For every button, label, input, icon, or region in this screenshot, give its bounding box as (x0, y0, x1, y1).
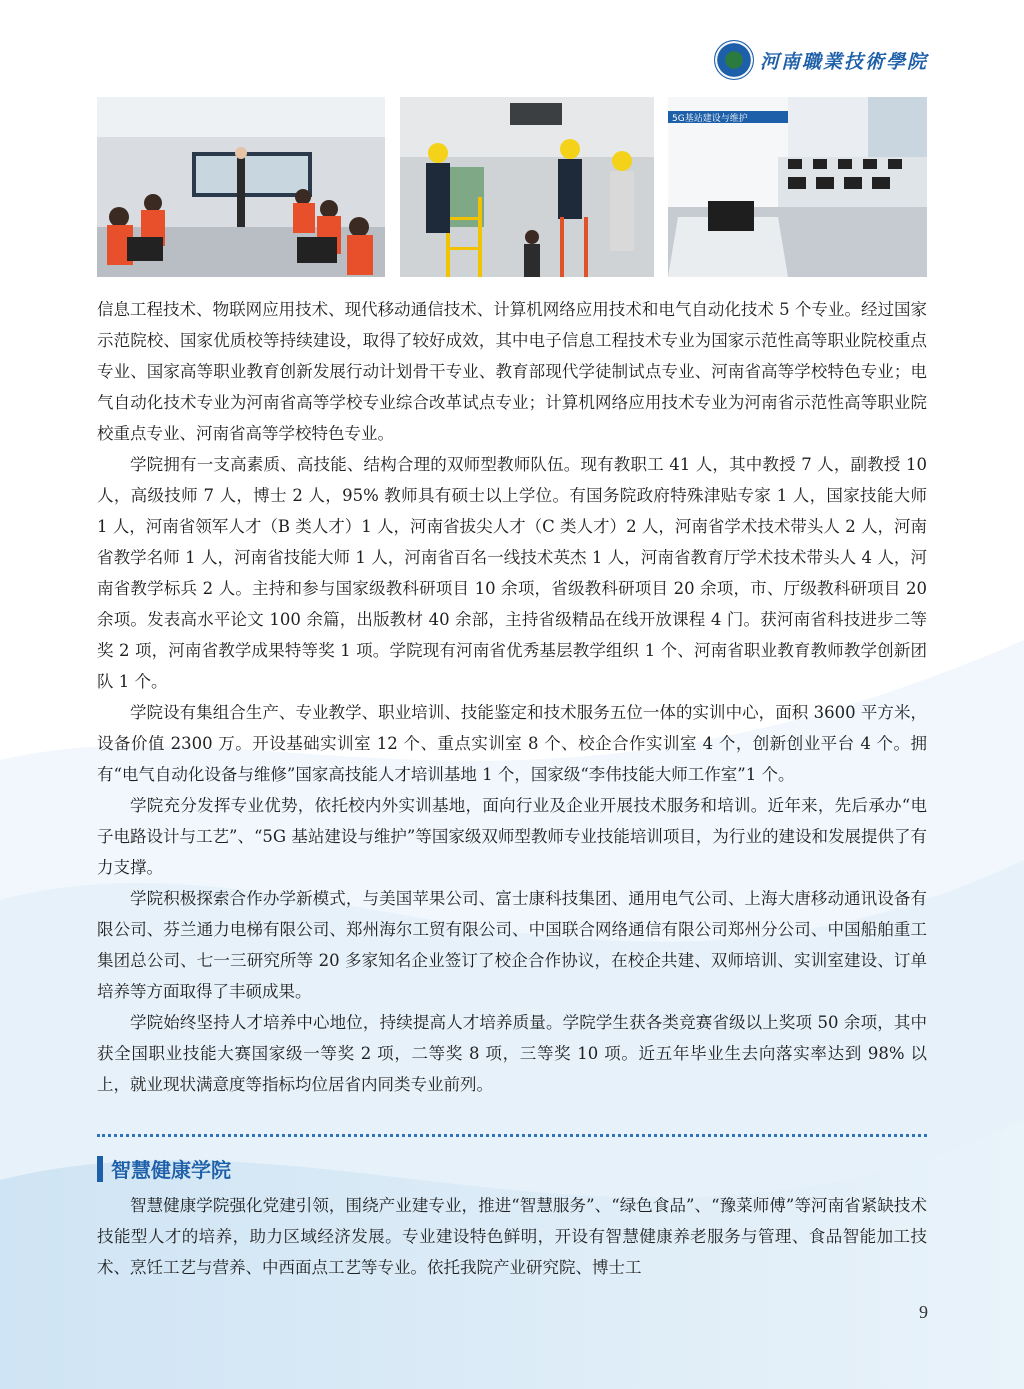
paragraph-services: 学院充分发挥专业优势，依托校内外实训基地，面向行业及企业开展技术服务和培训。近年来，先后承办“电子电路设计与工艺”、“5G 基站建设与维护”等国家级双师型教师专业技能培训项目，为行业的建设和发展提供了有力支撑。 (97, 796, 927, 877)
photo-strip (97, 97, 927, 277)
section-divider (97, 1134, 927, 1137)
paragraph-majors: 信息工程技术、物联网应用技术、现代移动通信技术、计算机网络应用技术和电气自动化技术 5 个专业。经过国家示范院校、国家优质校等持续建设，取得了较好成效，其中电子信息工程技术专业为国家示范性高等职业院校重点专业、国家高等职业教育创新发展行动计划骨干专业、教育部现代学徒制试点专业、河南省高等学校特色专业；电气自动化技术专业为河南省高等学校专业综合改革试点专业；计算机网络应用技术专业为河南省示范性高等职业院校重点专业、河南省高等学校特色专业。 (97, 300, 927, 443)
section-title: 智慧健康学院 (111, 1158, 231, 1182)
logo-text: 河南職業技術學院 (759, 50, 928, 73)
heading-bar-icon (97, 1156, 103, 1182)
paragraph-training-center: 学院设有集组合生产、专业教学、职业培训、技能鉴定和技术服务五位一体的实训中心，面积 3600 平方米，设备价值 2300 万。开设基础实训室 12 个、重点实训室 8 个、校企合作实训室 4 个，创新创业平台 4 个。拥有“电气自动化设备与维修”国家高技能人才培训基地 1 个，国家级“李伟技能大师工作室”1 个。 (97, 703, 927, 784)
lab-sign: 5G基站建设与维护 (672, 114, 748, 124)
school-logo (714, 40, 928, 80)
classroom-photo (97, 97, 385, 277)
main-text (97, 294, 927, 1100)
paragraph-quality: 学院始终坚持人才培养中心地位，持续提高人才培养质量。学院学生获各类竞赛省级以上奖项 50 余项，其中获全国职业技能大赛国家级一等奖 2 项，二等奖 8 项，三等奖 10 项。近五年毕业生去向落实率达到 98% 以上，就业现状满意度等指标均位居省内同类专业前列。 (97, 1013, 927, 1094)
section-heading (97, 1154, 231, 1183)
paragraph-faculty: 学院拥有一支高素质、高技能、结构合理的双师型教师队伍。现有教职工 41 人，其中教授 7 人，副教授 10 人，高级技师 7 人，博士 2 人，95% 教师具有硕士以上学位。有国务院政府特殊津贴专家 1 人，国家技能大师 1 人，河南省领军人才（B 类人才）1 人，河南省拔尖人才（C 类人才）2 人，河南省学术技术带头人 2 人，河南省教学名师 1 人，河南省技能大师 1 人，河南省百名一线技术英杰 1 人，河南省教育厅学术技术带头人 4 人，河南省教学标兵 2 人。主持和参与国家级教科研项目 10 余项，省级教科研项目 20 余项，市、厅级教科研项目 20 余项。发表高水平论文 100 余篇，出版教材 40 余部，主持省级精品在线开放课程 4 门。获河南省科技进步二等奖 2 项，河南省教学成果特等奖 1 项。学院现有河南省优秀基层教学组织 1 个、河南省职业教育教师教学创新团队 1 个。 (97, 455, 927, 691)
installation-training-photo (400, 97, 654, 277)
section-text (97, 1190, 927, 1283)
paragraph-health-college: 智慧健康学院强化党建引领，围绕产业建专业，推进“智慧服务”、“绿色食品”、“豫菜师傅”等河南省紧缺技术技能型人才的培养，助力区域经济发展。专业建设特色鲜明，开设有智慧健康养老服务与管理、食品智能加工技术、烹饪工艺与营养、中西面点工艺等专业。依托我院产业研究院、博士工 (97, 1196, 927, 1277)
school-seal-icon (714, 40, 754, 80)
5g-lab-photo (668, 97, 927, 277)
paragraph-cooperation: 学院积极探索合作办学新模式，与美国苹果公司、富士康科技集团、通用电气公司、上海大唐移动通讯设备有限公司、芬兰通力电梯有限公司、郑州海尔工贸有限公司、中国联合网络通信有限公司郑州分公司、中国船舶重工集团总公司、七一三研究所等 20 多家知名企业签订了校企合作协议，在校企共建、双师培训、实训室建设、订单培养等方面取得了丰硕成果。 (97, 889, 927, 1001)
page-number: 9 (919, 1302, 928, 1322)
